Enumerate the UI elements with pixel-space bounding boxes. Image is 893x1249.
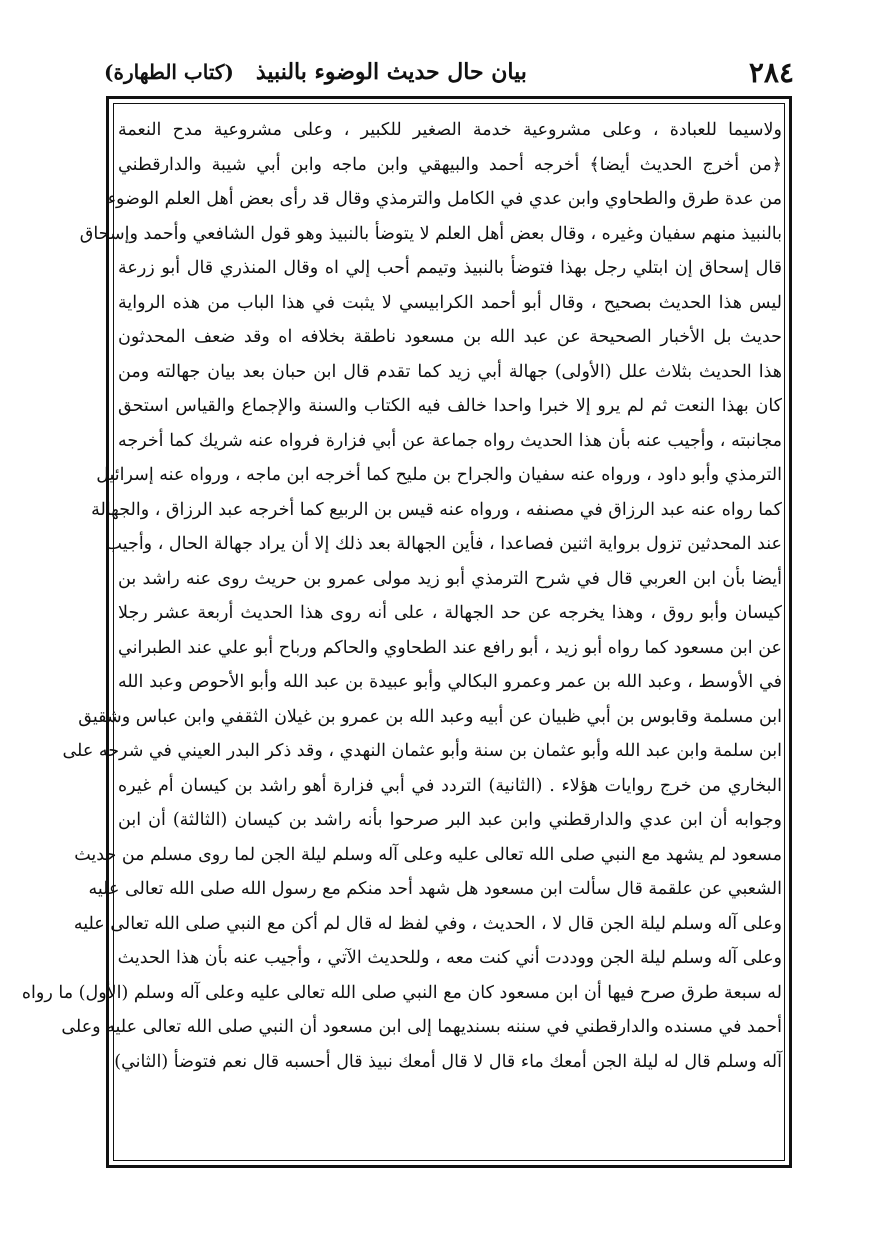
- text-line: بالنبيذ منهم سفيان وغيره ، وقال بعض أهل العلم لا يتوضأ بالنبيذ وهو قول الشافعي وأحمد وإسحاق: [79, 223, 782, 244]
- page-header: [104, 52, 794, 92]
- text-line: ابن سلمة وابن عبد الله وأبو عثمان بن سنة وأبو عثمان النهدي ، وقد ذكر البدر العيني في شرحه على: [62, 741, 782, 761]
- text-line: آله وسلم قال له ليلة الجن أمعك ماء قال لا قال أمعك نبيذ قال أحسبه قال نعم فتوضأ (الثاني): [114, 1051, 782, 1072]
- text-line: الشعبي عن علقمة قال سألت ابن مسعود هل شهد أحد منكم مع رسول الله صلى الله تعالى عليه: [88, 879, 782, 899]
- body-text: [21, 113, 782, 1079]
- text-line: كان بهذا النعت ثم لم يرو إلا خبرا واحدا خالف فيه الكتاب والسنة والإجماع والقياس استحق: [118, 396, 782, 416]
- text-line: مسعود لم يشهد مع النبي صلى الله تعالى عليه وعلى آله وسلم ليلة الجن لما روى مسلم من حديث: [74, 844, 782, 865]
- text-line: وجوابه أن ابن عدي والدارقطني وابن عبد البر صرحوا بأنه راشد بن كيسان (الثالثة) أن ابن: [118, 810, 782, 830]
- text-line: وعلى آله وسلم ليلة الجن ووددت أني كنت معه ، وللحديث الآتي ، وأجيب عنه بأن هذا الحديث: [117, 948, 782, 968]
- text-line: مجانبته ، وأجيب عنه بأن هذا الحديث رواه جماعة عن أبي فزارة فرواه عنه شريك كما أخرجه: [118, 430, 782, 451]
- text-line: قال إسحاق إن ابتلي رجل بهذا فتوضأ بالنبيذ وتيمم أحب إلي اه وقال المنذري قال أبو زرعة: [118, 258, 782, 278]
- text-line: من عدة طرق والطحاوي وابن عدي في الكامل والترمذي وقال قد رأى بعض أهل العلم الوضوء: [107, 189, 782, 209]
- text-line: الترمذي وأبو داود ، ورواه عنه سفيان والجراح بن مليح كما أخرجه ابن ماجه ، ورواه عنه إسرائيل: [96, 465, 782, 485]
- text-line: كيسان وأبو روق ، وهذا يخرجه عن حد الجهالة ، على أنه روى هذا الحديث أربعة عشر رجلا: [118, 603, 782, 623]
- text-line: ابن مسلمة وقابوس بن أبي ظبيان عن أبيه وعبد الله بن عمرو بن غيلان الثقفي وابن عباس وشقيق: [78, 706, 782, 727]
- page-number: ٢٨٤: [748, 55, 794, 89]
- text-line: عن ابن مسعود كما رواه أبو زيد ، أبو رافع عند الطحاوي والحاكم ورباح أبو علي عند الطبراني: [118, 637, 782, 658]
- text-line: وعلى آله وسلم ليلة الجن قال لا ، الحديث ، وفي لفظ له قال لم أكن مع النبي صلى الله تعالى عليه: [73, 913, 782, 934]
- text-line: في الأوسط ، وعبد الله بن عمر وعمرو البكالي وأبو عبيدة بن عبد الله وأبو الأحوص وعبد الله: [118, 672, 782, 692]
- book-title: (كتاب الطهارة): [104, 60, 234, 84]
- text-line: حديث بل الأخبار الصحيحة عن عبد الله بن مسعود ناطقة بخلافه اه وقد ضعف المحدثون: [118, 327, 782, 347]
- chapter-title: بيان حال حديث الوضوء بالنبيذ: [255, 59, 527, 85]
- text-line: أيضا بأن ابن العربي قال في شرح الترمذي أبو زيد مولى عمرو بن حريث روى عنه راشد بن: [118, 568, 782, 589]
- text-line: كما رواه عنه عبد الرزاق في مصنفه ، ورواه عنه قيس بن الربيع كما أخرجه عبد الرزاق ، والجهالة: [91, 499, 782, 520]
- text-line: البخاري من خرج روايات هؤلاء . (الثانية) التردد في أبي فزارة أهو راشد بن كيسان أم غيره: [118, 775, 782, 796]
- text-line: ولاسيما للعبادة ، وعلى مشروعية خدمة الصغير للكبير ، وعلى مشروعية مدح النعمة: [118, 120, 782, 140]
- text-line: هذا الحديث بثلاث علل (الأولى) جهالة أبي زيد كما تقدم قال ابن حبان بعد بيان جهالته ومن: [118, 361, 782, 382]
- text-line: ﴿من أخرج الحديث أيضا﴾ أخرجه أحمد والبيهقي وابن ماجه وابن أبي شيبة والدارقطني: [118, 154, 782, 175]
- text-line: له سبعة طرق صرح فيها أن ابن مسعود كان مع النبي صلى الله تعالى عليه وعلى آله وسلم (الأول) ما رواه: [21, 982, 782, 1003]
- text-line: ليس هذا الحديث بصحيح ، وقال أبو أحمد الكرابيسي لا يثبت في هذا الباب من هذه الرواية: [118, 292, 782, 313]
- text-line: أحمد في مسنده والدارقطني في سننه بسنديهما إلى ابن مسعود أن النبي صلى الله تعالى عليه وعلى: [61, 1017, 782, 1037]
- text-line: عند المحدثين تزول برواية اثنين فصاعدا ، فأين الجهالة بعد ذلك إلا أن يراد جهالة الحال ، وأجيب: [105, 534, 782, 554]
- running-head: [104, 59, 527, 85]
